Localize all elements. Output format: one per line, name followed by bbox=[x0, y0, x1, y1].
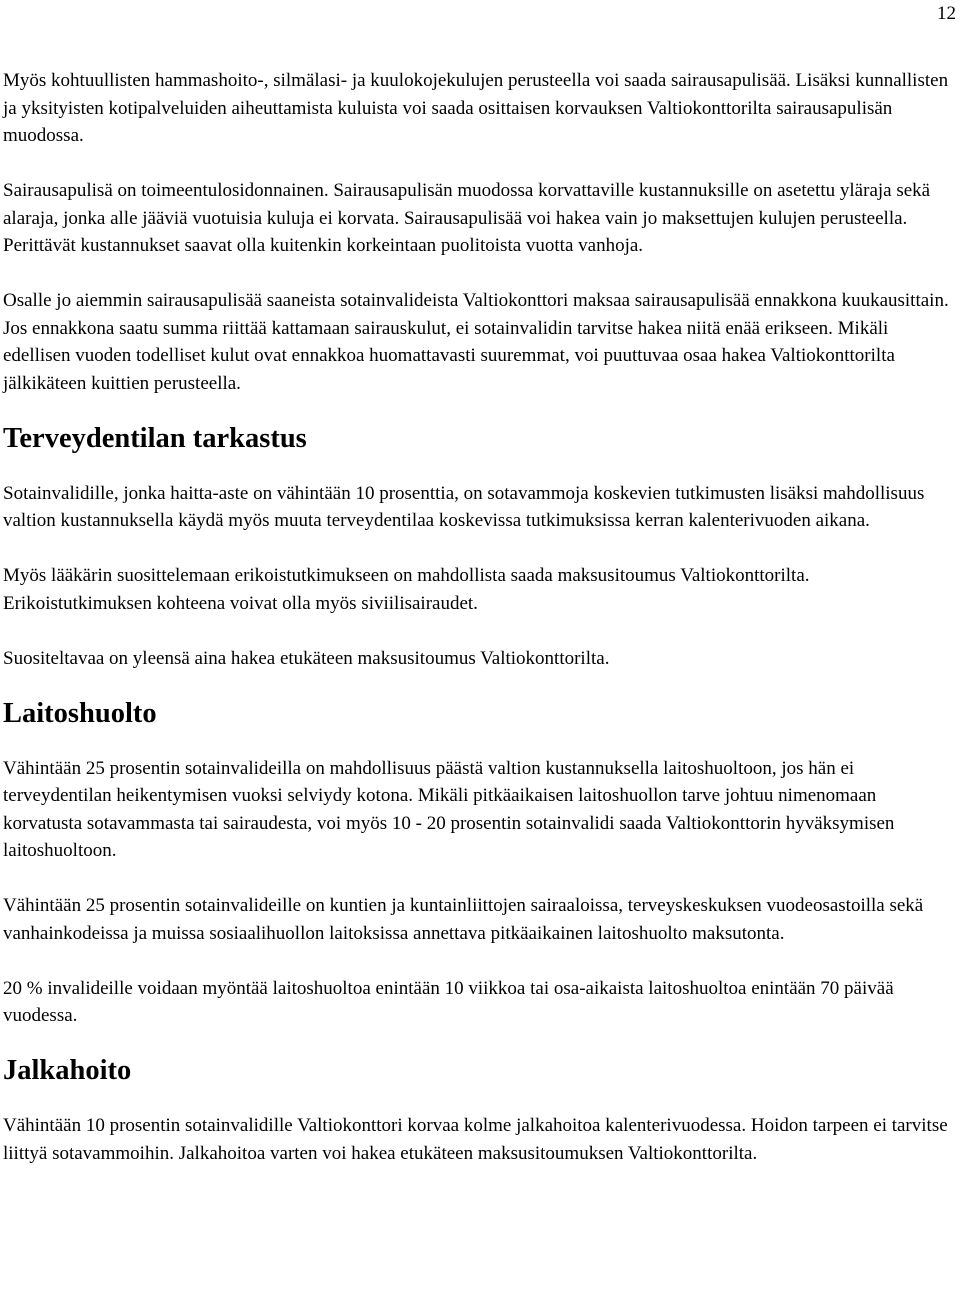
paragraph-advance-payment: Osalle jo aiemmin sairausapulisää saaneista sotainvalideista Valtiokonttori maksaa sairausapulisää ennakkona kuukausittain. Jos ennakkona saatu summa riittää kattamaan sairauskulut, ei sotainvalidin tarvitse hakea niitä enää erikseen. Mikäli edellisen vuoden todelliset kulut ovat ennakkoa huomattavasti suuremmat, voi puuttuvaa osaa hakea Valtiokonttorilta jälkikäteen kuittien perusteella. bbox=[3, 290, 949, 394]
heading-health-examination: Terveydentilan tarkastus bbox=[3, 422, 307, 454]
paragraph-institutional-care-limits: 20 % invalideille voidaan myöntää laitoshuoltoa enintään 10 viikkoa tai osa-aikaista laitoshuoltoa enintään 70 päivää vuodessa. bbox=[3, 977, 894, 1026]
page-number: 12 bbox=[937, 3, 956, 24]
paragraph-health-examination: Sotainvalidille, jonka haitta-aste on vähintään 10 prosenttia, on sotavammoja koskevien tutkimusten lisäksi mahdollisuus valtion kustannuksella käydä myös muuta terveydentilaa koskevissa tutkimuksissa kerran kalenterivuoden aikana. bbox=[3, 482, 925, 531]
heading-institutional-care: Laitoshuolto bbox=[3, 697, 157, 729]
paragraph-institutional-care-free: Vähintään 25 prosentin sotainvalideille on kuntien ja kuntainliittojen sairaaloissa, terveyskeskuksen vuodeosastoilla sekä vanhainkodeissa ja muissa sosiaalihuollon laitoksissa annettava pitkäaikainen laitoshuolto maksutonta. bbox=[3, 895, 924, 944]
paragraph-payment-commitment: Suositeltavaa on yleensä aina hakea etukäteen maksusitoumus Valtiokonttorilta. bbox=[3, 647, 610, 669]
document-body bbox=[3, 67, 955, 1167]
paragraph-institutional-care-eligibility: Vähintään 25 prosentin sotainvalideilla on mahdollisuus päästä valtion kustannuksella laitoshuoltoon, jos hän ei terveydentilan heikentymisen vuoksi selviydy kotona. Mikäli pitkäaikaisen laitoshuollon tarve johtuu nimenomaan korvatusta sotavammasta tai sairaudesta, voi myös 10 - 20 prosentin sotainvalidi saada Valtiokonttorin hyväksymisen laitoshuoltoon. bbox=[3, 757, 895, 861]
paragraph-income-dependency: Sairausapulisä on toimeentulosidonnainen. Sairausapulisän muodossa korvattaville kustannuksille on asetettu yläraja sekä alaraja, jonka alle jääviä vuotuisia kuluja ei korvata. Sairausapulisää voi hakea vain jo maksettujen kulujen perusteella. Perittävät kustannukset saavat olla kuitenkin korkeintaan puolitoista vuotta vanhoja. bbox=[3, 180, 931, 256]
heading-foot-care: Jalkahoito bbox=[3, 1055, 132, 1086]
paragraph-dental-costs: Myös kohtuullisten hammashoito-, silmälasi- ja kuulokojekulujen perusteella voi saada sairausapulisää. Lisäksi kunnallisten ja yksityisten kotipalveluiden aiheuttamista kuluista voi saada osittaisen korvauksen Valtiokonttorilta sairausapulisän muodossa. bbox=[3, 70, 949, 146]
paragraph-special-examination: Myös lääkärin suosittelemaan erikoistutkimukseen on mahdollista saada maksusitoumus Valtiokonttorilta. Erikoistutkimuksen kohteena voivat olla myös siviilisairaudet. bbox=[3, 565, 810, 614]
paragraph-foot-care: Vähintään 10 prosentin sotainvalidille Valtiokonttori korvaa kolme jalkahoitoa kalenterivuodessa. Hoidon tarpeen ei tarvitse liittyä sotavammoihin. Jalkahoitoa varten voi hakea etukäteen maksusitoumuksen Valtiokonttorilta. bbox=[3, 1115, 948, 1164]
